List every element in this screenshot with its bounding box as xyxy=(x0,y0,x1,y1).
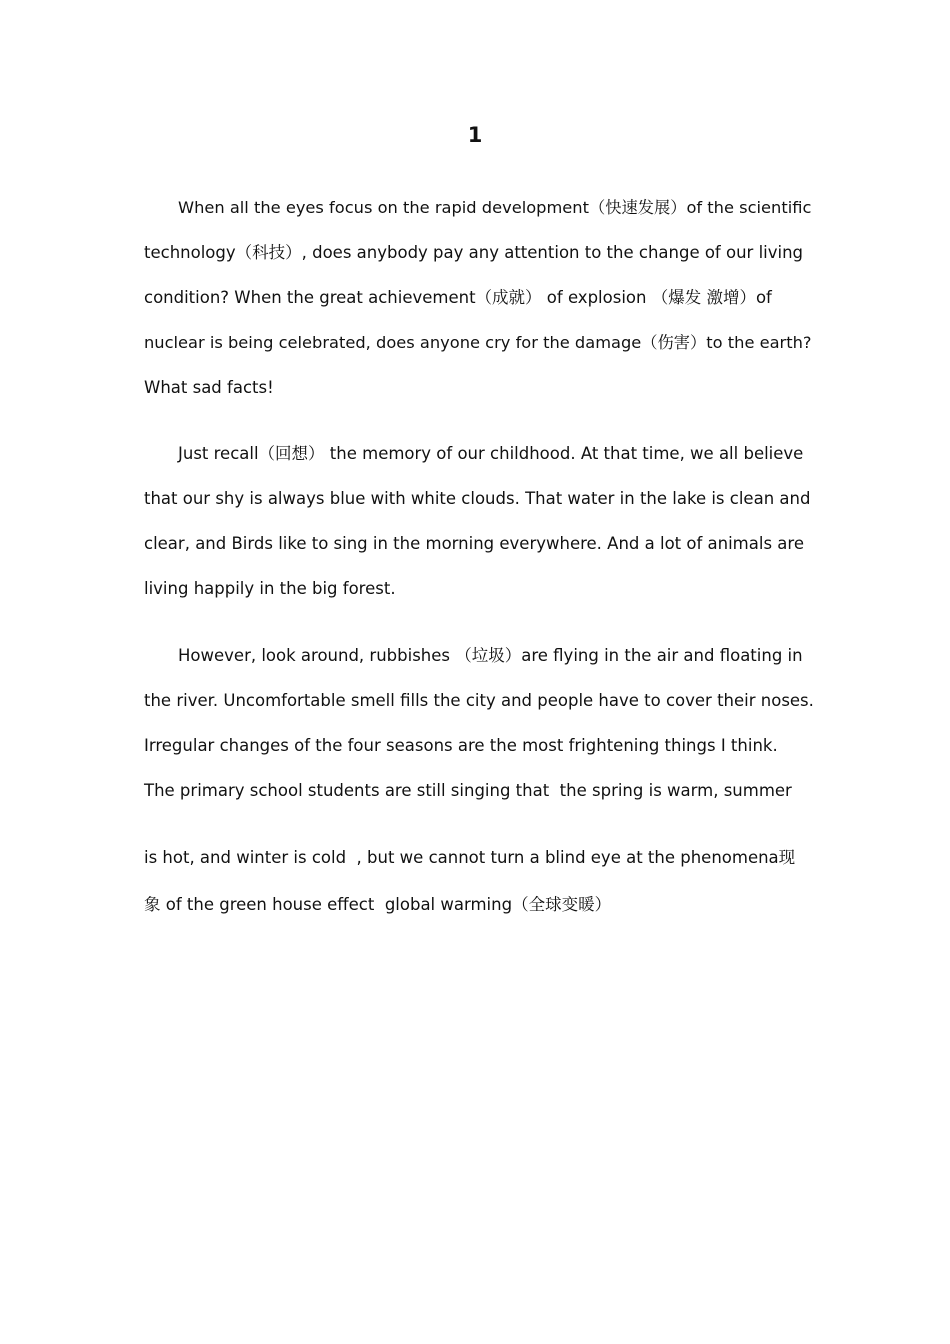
paragraph-line: is hot, and winter is cold , but we cannot turn a blind eye at the phenomena现 xyxy=(144,848,796,867)
paragraph-line: However, look around, rubbishes （垃圾）are flying in the air and floating in xyxy=(178,646,803,665)
paragraph-line: The primary school students are still singing that the spring is warm, summer xyxy=(144,781,792,800)
paragraph-line: technology（科技）, does anybody pay any attention to the change of our living xyxy=(144,243,804,262)
paragraph-line: Just recall（回想） the memory of our childhood. At that time, we all believe xyxy=(178,444,804,463)
paragraph-line: What sad facts! xyxy=(144,378,274,397)
paragraph-line: that our shy is always blue with white clouds. That water in the lake is clean and xyxy=(144,489,811,508)
paragraph-line: When all the eyes focus on the rapid development（快速发展）of the scientific xyxy=(178,198,812,217)
paragraph-line: 象 of the green house effect global warming（全球变暖） xyxy=(144,895,612,914)
paragraph-line: Irregular changes of the four seasons are the most frightening things I think. xyxy=(144,736,778,755)
paragraph-line: nuclear is being celebrated, does anyone cry for the damage（伤害）to the earth? xyxy=(144,333,812,352)
paragraph-line: living happily in the big forest. xyxy=(144,579,396,598)
paragraph-line: the river. Uncomfortable smell fills the city and people have to cover their noses. xyxy=(144,691,814,710)
paragraph-line: clear, and Birds like to sing in the morning everywhere. And a lot of animals are xyxy=(144,534,804,553)
paragraph-line: condition? When the great achievement（成就） of explosion （爆发 激增）of xyxy=(144,288,772,307)
page-number: 1 xyxy=(467,123,483,147)
